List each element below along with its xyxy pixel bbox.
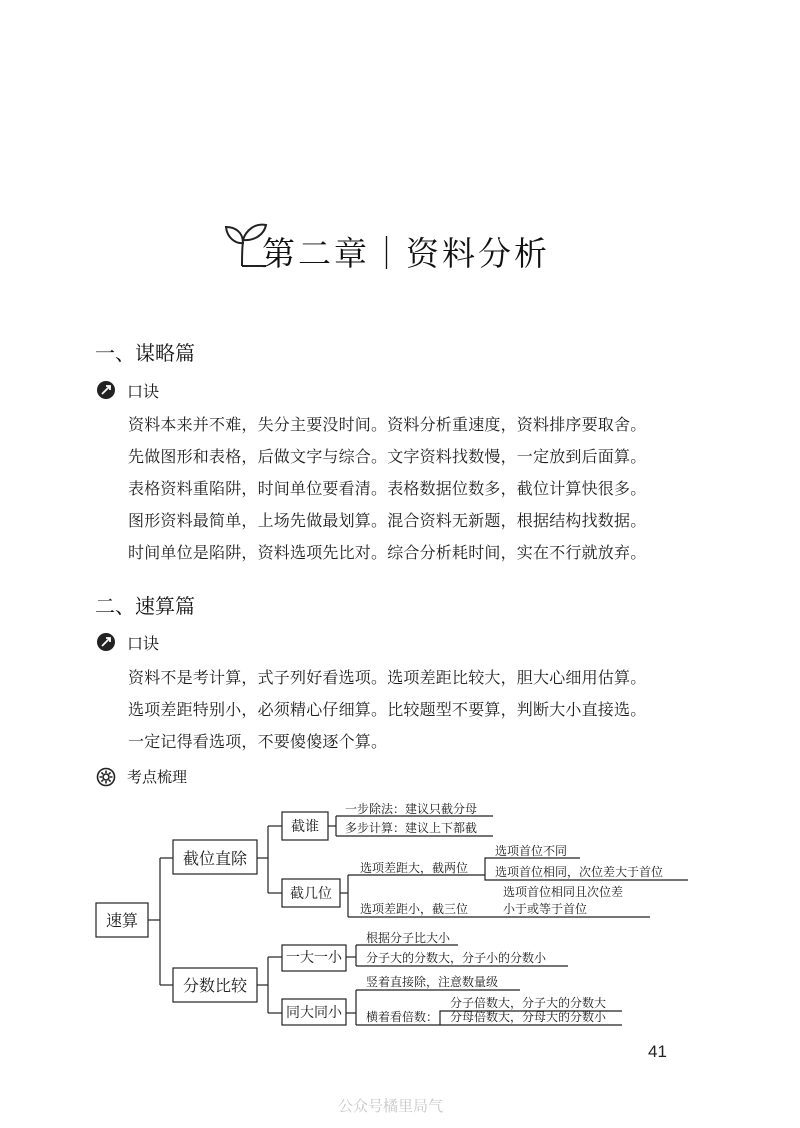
tree-leaf: 选项差距大，截两位 (360, 861, 469, 875)
tree-leaf: 选项首位相同且次位差 (503, 885, 624, 899)
tree-leaf: 竖着直接除，注意数量级 (366, 975, 499, 989)
koujue-line: 选项差距特别小，必须精心仔细算。比较题型不要算，判断大小直接选。 (128, 700, 647, 719)
tree-leaf: 分子大的分数大，分子小的分数小 (366, 951, 547, 965)
tree-leaf: 分子倍数大，分子大的分数大 (450, 996, 607, 1010)
tree-l1: 分数比较 (182, 976, 248, 995)
watermark: 公众号橘里局气 (338, 1097, 444, 1115)
kaodian-heading: 考点梳理 (127, 768, 188, 786)
tree-l2: 同大同小 (286, 1005, 342, 1021)
koujue-line: 资料本来并不难，失分主要没时间。资料分析重速度，资料排序要取舍。 (128, 415, 647, 434)
tree-leaf: 选项首位相同，次位差大于首位 (495, 865, 664, 879)
koujue-line: 先做图形和表格，后做文字与综合。文字资料找数慢，一定放到后面算。 (128, 447, 647, 466)
koujue-line: 图形资料最简单，上场先做最划算。混合资料无新题，根据结构找数据。 (128, 511, 647, 530)
tree-leaf: 选项差距小，截三位 (360, 902, 469, 916)
tree-leaf: 分母倍数大，分母大的分数小 (450, 1010, 607, 1024)
koujue-line: 表格资料重陷阱，时间单位要看清。表格数据位数多，截位计算快很多。 (128, 479, 647, 498)
tree-leaf: 横着看倍数： (366, 1010, 439, 1024)
tree-root: 速算 (105, 911, 139, 930)
koujue-line: 资料不是考计算，式子列好看选项。选项差距比较大，胆大心细用估算。 (128, 668, 647, 687)
tree-leaf: 根据分子比大小 (366, 931, 451, 945)
subheading-koujue-2: 口诀 (127, 634, 160, 653)
tree-leaf: 多步计算：建议上下都截 (345, 821, 478, 835)
tree-leaf: 一步除法：建议只截分母 (345, 802, 478, 816)
page-number: 41 (648, 1042, 667, 1061)
tree-l2: 一大一小 (286, 950, 342, 966)
koujue-line: 一定记得看选项，不要傻傻逐个算。 (128, 732, 388, 751)
chapter-title: 第二章｜资料分析 (262, 234, 550, 273)
subheading-koujue-1: 口诀 (127, 382, 160, 401)
section-heading-speed: 二、速算篇 (95, 594, 195, 618)
tree-leaf: 选项首位不同 (495, 844, 568, 858)
tree-leaf: 小于或等于首位 (503, 902, 588, 916)
section-heading-strategy: 一、谋略篇 (95, 341, 195, 365)
tree-l2: 截几位 (290, 886, 332, 902)
tree-l2: 截谁 (291, 819, 319, 835)
tree-l1: 截位直除 (182, 849, 248, 868)
koujue-line: 时间单位是陷阱，资料选项先比对。综合分析耗时间，实在不行就放弃。 (128, 543, 647, 562)
